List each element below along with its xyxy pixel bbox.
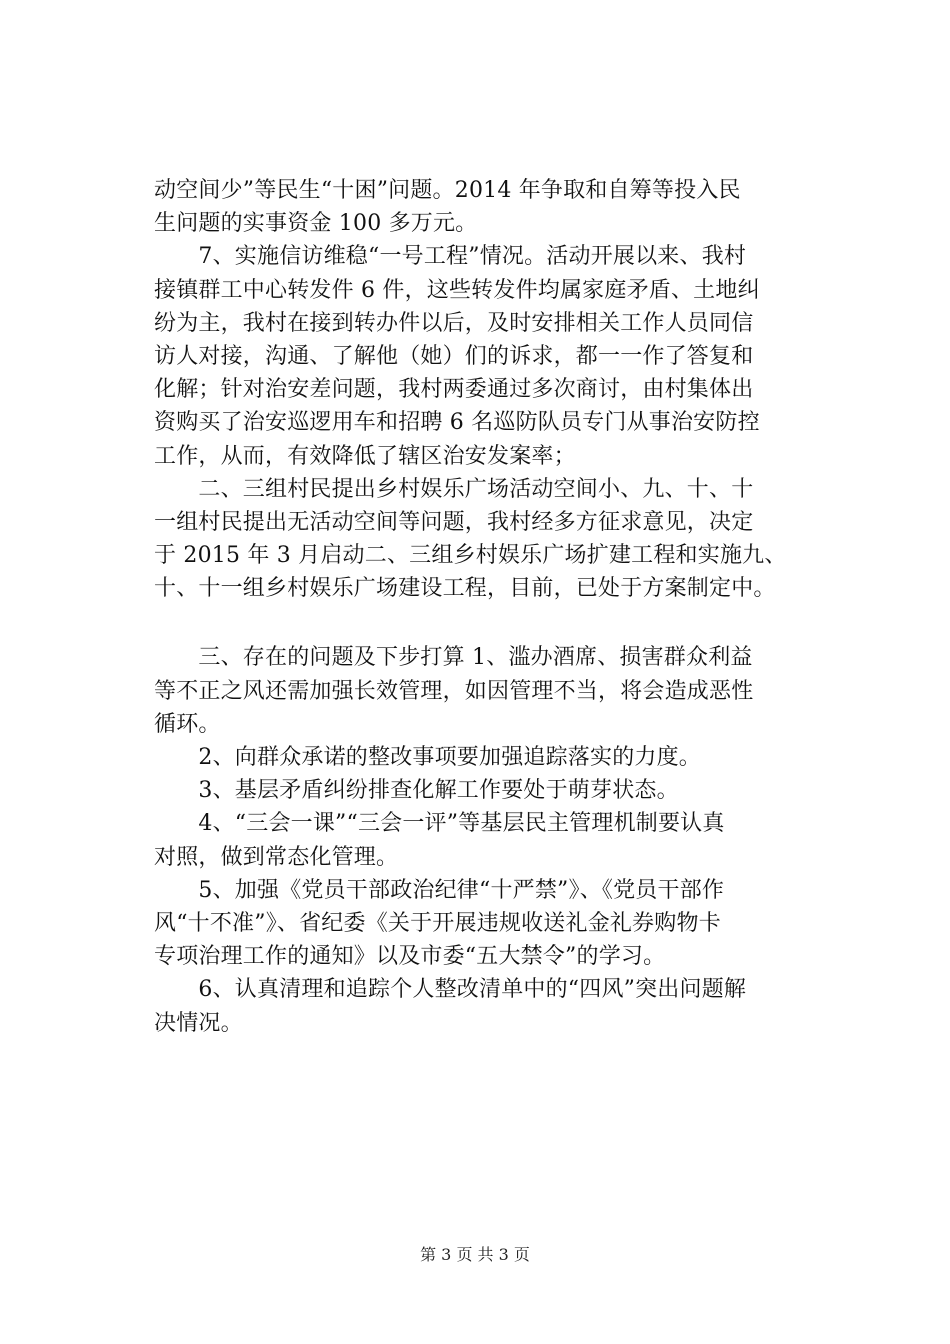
paragraph-1 <box>154 174 844 240</box>
text-line: 化解；针对治安差问题，我村两委通过多次商讨，由村集体出 <box>154 377 754 403</box>
text-line: 工作，从而，有效降低了辖区治安发案率； <box>154 443 576 469</box>
paragraph-2 <box>154 240 844 472</box>
text-line: 2、向群众承诺的整改事项要加强追踪落实的力度。 <box>154 745 701 770</box>
text-line: 4、“三会一课”“三会一评”等基层民主管理机制要认真 <box>154 811 725 837</box>
text-line: 7、实施信访维稳“一号工程”情况。活动开展以来、我村 <box>154 244 747 270</box>
text-line: 循环。 <box>154 711 221 737</box>
paragraph-3 <box>154 473 844 606</box>
text-line: 等不正之风还需加强长效管理，如因管理不当，将会造成恶性 <box>154 678 754 704</box>
text-line: 对照，做到常态化管理。 <box>154 844 399 870</box>
text-line: 动空间少”等民生“十困”问题。2014 年争取和自筹等投入民 <box>154 178 741 203</box>
text-line: 访人对接，沟通、了解他（她）们的诉求，都一一作了答复和 <box>154 343 754 369</box>
text-line: 十、十一组乡村娱乐广场建设工程，目前，已处于方案制定中。 <box>154 576 776 602</box>
page-number-footer: 第 3 页 共 3 页 <box>420 1245 530 1264</box>
text-line: 生问题的实事资金 100 多万元。 <box>154 211 478 237</box>
text-line: 一组村民提出无活动空间等问题，我村经多方征求意见，决定 <box>154 509 754 535</box>
text-line: 3、基层矛盾纠纷排查化解工作要处于萌芽状态。 <box>154 778 679 804</box>
text-line: 接镇群工中心转发件 6 件，这些转发件均属家庭矛盾、土地纠 <box>154 277 760 303</box>
paragraph-4 <box>154 641 844 741</box>
text-line: 资购买了治安巡逻用车和招聘 6 名巡防队员专门从事治安防控 <box>154 410 760 436</box>
text-line: 决情况。 <box>154 1010 243 1036</box>
paragraph-8 <box>154 874 844 974</box>
text-line: 二、三组村民提出乡村娱乐广场活动空间小、九、十、十 <box>154 476 754 502</box>
text-line: 风“十不准”》、省纪委《关于开展违规收送礼金礼券购物卡 <box>154 910 721 936</box>
paragraph-5 <box>154 741 844 774</box>
text-line: 三、存在的问题及下步打算 1、滥办酒席、损害群众利益 <box>154 645 753 671</box>
paragraph-spacer <box>154 605 844 641</box>
text-line: 6、认真清理和追踪个人整改清单中的“四风”突出问题解 <box>154 977 747 1003</box>
paragraph-6 <box>154 774 844 807</box>
document-body <box>154 174 844 1040</box>
paragraph-7 <box>154 807 844 873</box>
text-line: 纷为主，我村在接到转办件以后，及时安排相关工作人员同信 <box>154 310 754 336</box>
text-line: 专项治理工作的通知》以及市委“五大禁令”的学习。 <box>154 944 666 970</box>
text-line: 5、加强《党员干部政治纪律“十严禁”》、《党员干部作 <box>154 877 725 903</box>
text-line: 于 2015 年 3 月启动二、三组乡村娱乐广场扩建工程和实施九、 <box>154 543 787 569</box>
paragraph-9 <box>154 973 844 1039</box>
